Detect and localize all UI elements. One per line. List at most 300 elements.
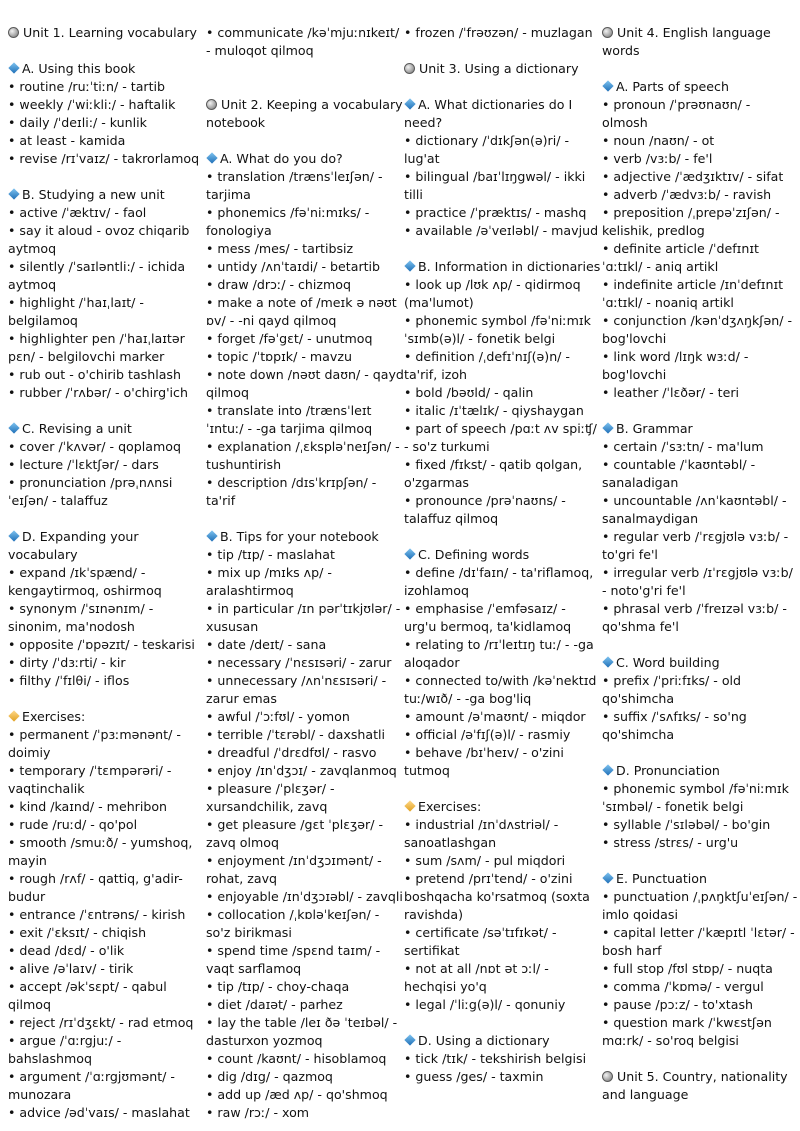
line-text: • cover /ˈkʌvər/ - qoplamoq (8, 439, 181, 454)
line-text: • amount /əˈmaʊnt/ - miqdor (404, 709, 586, 724)
line-text: • connected to/with /kəˈnektɪd tuː/wɪð/ - -ga bog'liq (404, 673, 597, 706)
vocab-item (602, 996, 800, 1014)
line-text: • pause /pɔːz/ - to'xtash (602, 997, 753, 1012)
vocab-item (404, 1068, 602, 1086)
line-text: • tip /tɪp/ - maslahat (206, 547, 335, 562)
vocab-item (206, 744, 404, 762)
vocab-item (602, 528, 800, 564)
spacer (404, 528, 602, 546)
vocab-item (8, 474, 206, 510)
vocab-item (404, 276, 602, 312)
blue-diamond-icon (8, 530, 19, 541)
vocab-item (602, 186, 800, 204)
section-heading (8, 420, 206, 438)
vocab-item (8, 960, 206, 978)
vocab-item (206, 888, 404, 906)
unit-bullet-icon (8, 27, 19, 38)
line-text: • irregular verb /ɪˈrɛgjʊlə vɜːb/ - noto'g'ri fe'l (602, 565, 793, 598)
line-text: • phonemic symbol /fəˈniːmɪk ˈsɪmbəl/ - fonetik belgi (602, 781, 789, 814)
vocab-item (206, 294, 404, 330)
vocab-item (602, 96, 800, 132)
vocab-item (8, 330, 206, 366)
vocab-item (206, 816, 404, 852)
vocab-item (206, 1104, 404, 1122)
vocab-item (8, 762, 206, 798)
line-text: A. Using this book (22, 61, 136, 76)
vocab-item (206, 564, 404, 600)
line-text: • certificate /səˈtɪfɪkət/ - sertifikat (404, 925, 557, 958)
vocab-item (602, 600, 800, 636)
blue-diamond-icon (602, 764, 613, 775)
unit-heading (602, 24, 800, 60)
section-heading (602, 654, 800, 672)
line-text: • smooth /smuːð/ - yumshoq, mayin (8, 835, 193, 868)
vocab-item (404, 456, 602, 492)
vocab-item (8, 924, 206, 942)
line-text: • available /əˈveɪləbl/ - mavjud (404, 223, 599, 238)
line-text: • lecture /ˈlɛktʃər/ - dars (8, 457, 159, 472)
vocab-item (404, 168, 602, 204)
section-heading (602, 870, 800, 888)
spacer (404, 42, 602, 60)
line-text: • forget /fəˈgɛt/ - unutmoq (206, 331, 373, 346)
vocab-item (8, 222, 206, 258)
section-heading (602, 420, 800, 438)
vocab-item (404, 420, 602, 456)
blue-diamond-icon (206, 152, 217, 163)
spacer (206, 510, 404, 528)
vocab-item (404, 384, 602, 402)
vocab-item (404, 24, 602, 42)
line-text: • pronounce /prəˈnaʊns/ - talaffuz qilmoq (404, 493, 566, 526)
line-text: • note down /nəʊt daʊn/ - qayd qilmoq (206, 367, 404, 400)
spacer (602, 402, 800, 420)
vocab-item (206, 726, 404, 744)
line-text: Exercises: (22, 709, 86, 724)
line-text: • filthy /ˈfɪlθi/ - iflos (8, 673, 130, 688)
vocab-item (602, 150, 800, 168)
line-text: • adverb /ˈædvɜːb/ - ravish (602, 187, 772, 202)
line-text: • link word /lɪŋk wɜːd/ - bog'lovchi (602, 349, 749, 382)
line-text: • capital letter /ˈkæpɪtl ˈlɛtər/ - bosh harf (602, 925, 795, 958)
line-text: • daily /ˈdeɪli:/ - kunlik (8, 115, 147, 130)
line-text: Unit 2. Keeping a vocabulary notebook (206, 97, 403, 130)
vocab-item (8, 132, 206, 150)
vocab-item (206, 852, 404, 888)
vocab-item (206, 24, 404, 60)
vocab-item (206, 996, 404, 1014)
vocab-item (8, 600, 206, 636)
line-text: • not at all /nɒt ət ɔːl/ - hechqisi yo'q (404, 961, 549, 994)
vocab-item (206, 780, 404, 816)
spacer (602, 744, 800, 762)
line-text: • dreadful /ˈdrɛdfʊl/ - rasvo (206, 745, 377, 760)
line-text: • full stop /fʊl stɒp/ - nuqta (602, 961, 773, 976)
vocab-item (404, 636, 602, 672)
unit-bullet-icon (206, 99, 217, 110)
section-heading (404, 96, 602, 132)
vocab-item (404, 312, 602, 348)
vocab-item (206, 1014, 404, 1050)
vocab-item (404, 492, 602, 528)
vocab-item (8, 942, 206, 960)
vocab-item (8, 564, 206, 600)
vocab-item (206, 240, 404, 258)
line-text: • in particular /ɪn pərˈtɪkjʊlər/ - xususan (206, 601, 401, 634)
vocab-item (602, 240, 800, 276)
vocab-item (602, 924, 800, 960)
line-text: • say it aloud - ovoz chiqarib aytmoq (8, 223, 190, 256)
vocab-item (404, 708, 602, 726)
line-text: • adjective /ˈædʒɪktɪv/ - sifat (602, 169, 784, 184)
line-text: Exercises: (418, 799, 482, 814)
vocab-item (206, 276, 404, 294)
blue-diamond-icon (404, 98, 415, 109)
column-2 (206, 24, 404, 1122)
vocab-item (602, 168, 800, 186)
vocab-item (8, 816, 206, 834)
line-text: • enjoyable /ɪnˈdʒɔɪəbl/ - zavqli (206, 889, 403, 904)
vocab-item (8, 906, 206, 924)
spacer (602, 636, 800, 654)
blue-diamond-icon (206, 530, 217, 541)
spacer (8, 42, 206, 60)
line-text: • certain /ˈsɜːtn/ - ma'lum (602, 439, 764, 454)
line-text: D. Using a dictionary (418, 1033, 550, 1048)
line-text: • suffix /ˈsʌfɪks/ - so'ng qo'shimcha (602, 709, 747, 742)
line-text: • question mark /ˈkwɛstʃən mɑːrk/ - so'roq belgisi (602, 1015, 772, 1048)
vocab-item (602, 672, 800, 708)
vocab-item (602, 1014, 800, 1050)
line-text: • dirty /ˈdɜːrti/ - kir (8, 655, 126, 670)
spacer (404, 78, 602, 96)
line-text: • phonemic symbol /fəˈniːmɪk ˈsɪmb(ə)l/ - fonetik belgi (404, 313, 591, 346)
column-4 (602, 24, 800, 1104)
line-text: C. Word building (616, 655, 720, 670)
line-text: • tip /tɪp/ - choy-chaqa (206, 979, 350, 994)
vocab-item (404, 870, 602, 924)
section-heading (602, 762, 800, 780)
vocab-item (8, 1104, 206, 1122)
line-text: • kind /kaɪnd/ - mehribon (8, 799, 168, 814)
line-text: • diet /daɪət/ - parhez (206, 997, 343, 1012)
vocab-item (8, 1014, 206, 1032)
line-text: • untidy /ʌnˈtaɪdi/ - betartib (206, 259, 381, 274)
spacer (602, 1050, 800, 1068)
line-text: D. Expanding your vocabulary (8, 529, 139, 562)
vocab-item (404, 600, 602, 636)
line-text: B. Grammar (616, 421, 693, 436)
line-text: • sum /sʌm/ - pul miqdori (404, 853, 566, 868)
line-text: • communicate /kəˈmjuːnɪkeɪt/ - muloqot qilmoq (206, 25, 400, 58)
unit-bullet-icon (404, 63, 415, 74)
column-1 (8, 24, 206, 1122)
vocab-item (602, 492, 800, 528)
line-text: • punctuation /ˌpʌŋktʃuˈeɪʃən/ - imlo qoidasi (602, 889, 798, 922)
line-text: C. Defining words (418, 547, 530, 562)
vocab-item (602, 348, 800, 384)
line-text: • rub out - o'chirib tashlash (8, 367, 181, 382)
line-text: • dig /dɪg/ - qazmoq (206, 1069, 333, 1084)
blue-diamond-icon (404, 1034, 415, 1045)
vocab-item (8, 1032, 206, 1068)
orange-diamond-icon (8, 710, 19, 721)
vocab-item (602, 564, 800, 600)
vocab-item (602, 960, 800, 978)
line-text: Unit 1. Learning vocabulary (23, 25, 197, 40)
blue-diamond-icon (602, 872, 613, 883)
line-text: • pronoun /ˈprəʊnaʊn/ - olmosh (602, 97, 751, 130)
line-text: • mess /mes/ - tartibsiz (206, 241, 354, 256)
line-text: • bold /bəʊld/ - qalin (404, 385, 534, 400)
section-heading (206, 150, 404, 168)
line-text: • routine /ruːˈtiːn/ - tartib (8, 79, 166, 94)
line-text: D. Pronunciation (616, 763, 720, 778)
vocab-item (8, 438, 206, 456)
vocab-item (206, 762, 404, 780)
vocab-item (206, 546, 404, 564)
blue-diamond-icon (404, 548, 415, 559)
spacer (8, 402, 206, 420)
blue-diamond-icon (602, 422, 613, 433)
line-text: • explanation /ˌɛkspləˈneɪʃən/ - tushuntirish (206, 439, 400, 472)
blue-diamond-icon (602, 80, 613, 91)
line-text: • regular verb /ˈrɛgjʊlə vɜːb/ - to'gri fe'l (602, 529, 789, 562)
spacer (404, 1014, 602, 1032)
vocab-item (206, 978, 404, 996)
vocab-item (8, 366, 206, 384)
vocab-item (206, 1050, 404, 1068)
unit-heading (8, 24, 206, 42)
section-heading (602, 78, 800, 96)
section-heading (404, 1032, 602, 1050)
line-text: • rubber /ˈrʌbər/ - o'chirg'ich (8, 385, 188, 400)
line-text: • bilingual /baɪˈlɪŋgwəl/ - ikki tilli (404, 169, 586, 202)
line-text: • accept /əkˈsɛpt/ - qabul qilmoq (8, 979, 167, 1012)
line-text: A. What do you do? (220, 151, 343, 166)
vocab-item (404, 132, 602, 168)
line-text: • guess /ges/ - taxmin (404, 1069, 544, 1084)
line-text: • look up /lʊk ʌp/ - qidirmoq (ma'lumot) (404, 277, 581, 310)
orange-diamond-icon (404, 800, 415, 811)
vocab-item (206, 438, 404, 474)
line-text: • enjoy /ɪnˈdʒɔɪ/ - zavqlanmoq (206, 763, 397, 778)
line-text: • rude /ruːd/ - qo'pol (8, 817, 138, 832)
line-text: Unit 5. Country, nationality and language (602, 1069, 788, 1102)
vocab-item (404, 996, 602, 1014)
unit-heading (404, 60, 602, 78)
line-text: • indefinite article /ɪnˈdefɪnɪt ˈɑːtɪkl/ - noaniq artikl (602, 277, 784, 310)
line-text: • unnecessary /ʌnˈnɛsɪsəri/ - zarur emas (206, 673, 387, 706)
line-text: • pretend /prɪˈtend/ - o'zini boshqacha ko'rsatmoq (soxta ravishda) (404, 871, 590, 922)
line-text: • collocation /ˌkɒləˈkeɪʃən/ - so'z birikmasi (206, 907, 380, 940)
spacer (602, 60, 800, 78)
line-text: C. Revising a unit (22, 421, 132, 436)
unit-heading (602, 1068, 800, 1104)
vocab-item (206, 1086, 404, 1104)
spacer (8, 690, 206, 708)
line-text: • relating to /rɪˈleɪtɪŋ tuː/ - -ga aloqador (404, 637, 594, 670)
line-text: • stress /strɛs/ - urg'u (602, 835, 739, 850)
exercises-heading (8, 708, 206, 726)
line-text: • draw /drɔː/ - chizmoq (206, 277, 351, 292)
vocab-item (206, 474, 404, 510)
line-text: • noun /naʊn/ - ot (602, 133, 715, 148)
line-text: • temporary /ˈtɛmpərəri/ - vaqtinchalik (8, 763, 172, 796)
line-text: • mix up /mɪks ʌp/ - aralashtirmoq (206, 565, 332, 598)
line-text: • exit /ˈɛksɪt/ - chiqish (8, 925, 147, 940)
line-text: • tick /tɪk/ - tekshirish belgisi (404, 1051, 587, 1066)
line-text: • legal /ˈliːg(ə)l/ - qonuniy (404, 997, 566, 1012)
vocab-item (602, 438, 800, 456)
blue-diamond-icon (602, 656, 613, 667)
vocab-item (602, 132, 800, 150)
line-text: • highlighter pen /ˈhaɪˌlaɪtər pɛn/ - belgilovchi marker (8, 331, 185, 364)
vocab-item (206, 1068, 404, 1086)
line-text: • lay the table /leɪ ðə ˈteɪbəl/ - dasturxon yozmoq (206, 1015, 398, 1048)
vocab-item (404, 924, 602, 960)
spacer (8, 510, 206, 528)
vocab-item (602, 780, 800, 816)
line-text: • terrible /ˈtɛrəbl/ - daxshatli (206, 727, 386, 742)
line-text: • comma /ˈkɒmə/ - vergul (602, 979, 764, 994)
vocab-item (206, 204, 404, 240)
section-heading (404, 258, 602, 276)
line-text: • date /deɪt/ - sana (206, 637, 327, 652)
section-heading (8, 528, 206, 564)
line-text: • reject /rɪˈdʒɛkt/ - rad etmoq (8, 1015, 194, 1030)
spacer (206, 132, 404, 150)
vocab-item (404, 1050, 602, 1068)
vocab-item (404, 960, 602, 996)
vocab-item (8, 258, 206, 294)
vocab-item (404, 402, 602, 420)
line-text: B. Studying a new unit (22, 187, 165, 202)
line-text: • practice /ˈpræktɪs/ - mashq (404, 205, 587, 220)
line-text: • dictionary /ˈdɪkʃən(ə)ri/ - lug'at (404, 133, 569, 166)
vocab-item (206, 654, 404, 672)
vocab-item (206, 348, 404, 366)
line-text: • spend time /spɛnd taɪm/ - vaqt sarflamoq (206, 943, 381, 976)
line-text: • active /ˈæktɪv/ - faol (8, 205, 147, 220)
vocab-item (206, 330, 404, 348)
vocab-item (8, 384, 206, 402)
line-text: • preposition /ˌprepəˈzɪʃən/ - kelishik, predlog (602, 205, 780, 238)
line-text: • pleasure /ˈplɛʒər/ - xursandchilik, zavq (206, 781, 335, 814)
line-text: • countable /ˈkaʊntəbl/ - sanaladigan (602, 457, 756, 490)
vocab-item (404, 852, 602, 870)
vocab-item (404, 222, 602, 240)
vocab-item (8, 798, 206, 816)
line-text: • entrance /ˈɛntrəns/ - kirish (8, 907, 186, 922)
line-text: • highlight /ˈhaɪˌlaɪt/ - belgilamoq (8, 295, 144, 328)
vocab-item (602, 708, 800, 744)
vocab-item (602, 834, 800, 852)
vocab-item (8, 78, 206, 96)
line-text: • argue /ˈɑːrgjuː/ - bahslashmoq (8, 1033, 122, 1066)
line-text: • definite article /ˈdefɪnɪt ˈɑːtɪkl/ - aniq artikl (602, 241, 759, 274)
blue-diamond-icon (8, 188, 19, 199)
line-text: • dead /dɛd/ - o'lik (8, 943, 125, 958)
line-text: A. Parts of speech (616, 79, 729, 94)
spacer (206, 60, 404, 78)
line-text: • industrial /ɪnˈdʌstriəl/ - sanoatlashgan (404, 817, 559, 850)
vocab-item (602, 978, 800, 996)
exercises-heading (404, 798, 602, 816)
vocab-item (8, 834, 206, 870)
vocab-item (8, 96, 206, 114)
vocab-item (602, 888, 800, 924)
vocab-item (404, 726, 602, 744)
line-text: B. Tips for your notebook (220, 529, 379, 544)
vocab-item (404, 744, 602, 780)
vocab-item (404, 816, 602, 852)
vocab-item (8, 672, 206, 690)
section-heading (8, 186, 206, 204)
line-text: • define /dɪˈfaɪn/ - ta'riflamoq, izohlamoq (404, 565, 594, 598)
unit-bullet-icon (602, 27, 613, 38)
spacer (206, 78, 404, 96)
vocab-item (602, 312, 800, 348)
vocab-item (206, 906, 404, 942)
vocab-item (8, 456, 206, 474)
blue-diamond-icon (8, 62, 19, 73)
blue-diamond-icon (8, 422, 19, 433)
line-text: • official /əˈfɪʃ(ə)l/ - rasmiy (404, 727, 571, 742)
vocab-item (8, 870, 206, 906)
line-text: • phonemics /fəˈniːmɪks/ - fonologiya (206, 205, 370, 238)
vocab-item (602, 456, 800, 492)
vocab-item (8, 294, 206, 330)
unit-heading (206, 96, 404, 132)
vocab-item (602, 384, 800, 402)
vocab-item (206, 708, 404, 726)
line-text: • part of speech /pɑːt ʌv spiːʧ/ - so'z turkumi (404, 421, 597, 454)
section-heading (206, 528, 404, 546)
vocab-item (8, 726, 206, 762)
vocab-item (8, 636, 206, 654)
vocab-item (206, 402, 404, 438)
line-text: • weekly /ˈwiːkli:/ - haftalik (8, 97, 176, 112)
line-text: • topic /ˈtɒpɪk/ - mavzu (206, 349, 352, 364)
line-text: • count /kaʊnt/ - hisoblamoq (206, 1051, 387, 1066)
line-text: • revise /rɪˈvaɪz/ - takrorlamoq (8, 151, 200, 166)
line-text: • prefix /ˈpriːfɪks/ - old qo'shimcha (602, 673, 742, 706)
vocab-item (602, 204, 800, 240)
vocab-item (404, 672, 602, 708)
vocab-item (206, 942, 404, 978)
unit-bullet-icon (602, 1071, 613, 1082)
line-text: • enjoyment /ɪnˈdʒɔɪmənt/ - rohat, zavq (206, 853, 382, 886)
line-text: • translation /trænsˈleɪʃən/ - tarjima (206, 169, 383, 202)
line-text: • advice /ədˈvaɪs/ - maslahat (8, 1105, 190, 1120)
line-text: • add up /æd ʌp/ - qo'shmoq (206, 1087, 388, 1102)
line-text: • behave /bɪˈheɪv/ - o'zini tutmoq (404, 745, 564, 778)
vocab-item (404, 204, 602, 222)
line-text: • phrasal verb /ˈfreɪzəl vɜːb/ - qo'shma fe'l (602, 601, 787, 634)
line-text: • uncountable /ʌnˈkaʊntəbl/ - sanalmaydigan (602, 493, 787, 526)
line-text: • italic /ɪˈtælɪk/ - qiyshaygan (404, 403, 584, 418)
line-text: • syllable /ˈsɪləbəl/ - bo'gin (602, 817, 771, 832)
line-text: • description /dɪsˈkrɪpʃən/ - ta'rif (206, 475, 377, 508)
vocab-item (206, 168, 404, 204)
blue-diamond-icon (404, 260, 415, 271)
spacer (8, 168, 206, 186)
line-text: • make a note of /meɪk ə nəʊt ɒv/ - -ni qayd qilmoq (206, 295, 397, 328)
line-text: • awful /ˈɔːfʊl/ - yomon (206, 709, 350, 724)
line-text: Unit 4. English language words (602, 25, 771, 58)
vocab-item (602, 276, 800, 312)
